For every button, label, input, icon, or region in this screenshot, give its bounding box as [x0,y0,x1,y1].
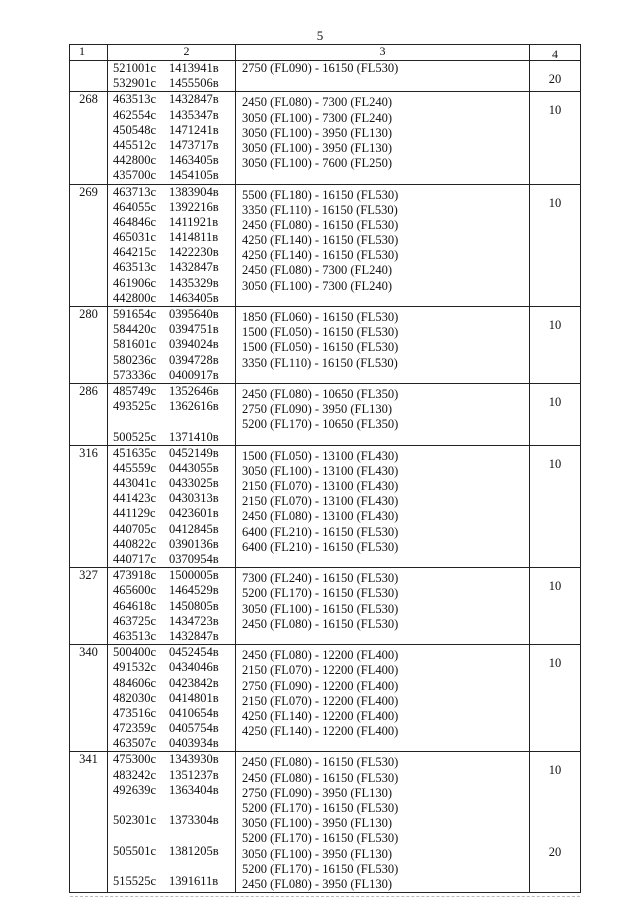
longitude: 0400917в [169,367,219,382]
altitude-limit: 2450 (FL080) - 16150 (FL530) [242,770,399,785]
altitude-limit: 5200 (FL170) - 16150 (FL530) [242,831,399,846]
area-number: 286 [79,383,98,398]
value: 10 [548,103,562,118]
latitude: 464846c [113,214,157,229]
latitude: 473918c [113,568,157,583]
altitude-limit: 4250 (FL140) - 12200 (FL400) [242,708,399,723]
longitude: 1432847в [169,628,219,643]
altitude-limit: 4250 (FL140) - 12200 (FL400) [242,724,399,739]
longitude: 1463405в [169,290,219,305]
altitude-limit: 4250 (FL140) - 16150 (FL530) [242,248,399,263]
longitude: 0452454в [169,645,219,660]
table-row [70,445,581,568]
coordinate-line [113,76,235,91]
coordinate-line [113,783,235,798]
latitude: 532901c [113,76,157,91]
coordinate-line [113,645,235,660]
coordinate-line [113,828,235,843]
coordinate-line [113,599,235,614]
latitude: 505501c [113,843,157,858]
altitude-limit: 2450 (FL080) - 16150 (FL530) [242,217,399,232]
table-row [70,307,581,384]
table-row [70,184,581,307]
altitude-limit: 5200 (FL170) - 16150 (FL530) [242,861,399,876]
latitude: 493525c [113,399,157,414]
altitude-limit: 1500 (FL050) - 16150 (FL530) [242,340,399,355]
coordinate-line [113,322,235,337]
latitude: 463513c [113,628,157,643]
latitude: 465600c [113,583,157,598]
longitude: 0452149в [169,445,219,460]
latitude: 435700c [113,168,157,183]
coordinate-line [113,291,235,306]
altitude-limit: 3050 (FL100) - 7300 (FL240) [242,110,392,125]
altitude-limits-cell [236,568,530,645]
airspace-table [69,44,581,893]
latitude: 591654c [113,307,157,321]
latitude: 441129c [113,506,156,521]
value-cell [530,568,581,645]
area-number-cell [70,645,108,752]
latitude: 584420c [113,322,157,337]
coordinate-line [113,721,235,736]
column-header-2: 2 [108,45,236,61]
latitude: 462554c [113,107,157,122]
altitude-limit: 3050 (FL100) - 3950 (FL130) [242,140,392,155]
coordinates-cell [108,752,236,893]
altitude-limit: 5200 (FL170) - 10650 (FL350) [242,417,399,432]
latitude: 463513c [113,260,157,275]
area-number-cell [70,184,108,307]
value: 10 [548,763,562,778]
altitude-limits-cell [236,184,530,307]
altitude-limit: 3050 (FL100) - 7300 (FL240) [242,278,392,293]
coordinate-line [113,399,235,414]
altitude-limit: 5500 (FL180) - 16150 (FL530) [242,187,399,202]
coordinate-line [113,706,235,721]
table-header-row [70,45,581,61]
longitude: 0410654в [169,705,219,720]
latitude: 484606c [113,675,157,690]
latitude: 485749c [113,383,157,398]
latitude: 443041c [113,476,157,491]
area-number: 280 [79,307,98,321]
column-header-4: 4 [530,45,581,61]
latitude: 445512c [113,137,157,152]
area-number-cell [70,307,108,384]
coordinate-line [113,552,235,567]
latitude: 450548c [113,122,157,137]
latitude: 441423c [113,491,157,506]
value-cell [530,383,581,445]
latitude: 502301c [113,813,157,828]
longitude: 0443055в [169,460,219,475]
coordinate-line [113,337,235,352]
longitude: 1414811в [169,230,219,245]
altitude-limit: 7300 (FL240) - 16150 (FL530) [242,571,399,586]
coordinate-line [113,245,235,260]
latitude: 473516c [113,705,157,720]
latitude: 464618c [113,598,157,613]
latitude: 581601c [113,337,157,352]
coordinates-cell [108,445,236,568]
altitude-limit: 2750 (FL090) - 12200 (FL400) [242,678,399,693]
coordinates-cell [108,92,236,184]
longitude: 0395640в [169,307,219,321]
longitude: 1392216в [169,199,219,214]
coordinate-line [113,230,235,245]
longitude: 0423601в [169,506,219,521]
altitude-limit: 3050 (FL100) - 3950 (FL130) [242,125,392,140]
latitude: 461906c [113,275,157,290]
longitude: 1371410в [169,429,219,444]
area-number-cell [70,61,108,92]
altitude-limit: 5200 (FL170) - 16150 (FL530) [242,801,399,815]
coordinates-cell [108,307,236,384]
area-number: 316 [79,445,98,460]
coordinate-line [113,522,235,537]
latitude: 573336c [113,367,157,382]
altitude-limit: 2150 (FL070) - 13100 (FL430) [242,494,399,509]
altitude-limit: 2150 (FL070) - 13100 (FL430) [242,479,399,494]
coordinate-line [113,138,235,153]
longitude: 1411921в [169,214,219,229]
area-number-cell [70,92,108,184]
latitude: 451635c [113,445,157,460]
coordinates-cell [108,568,236,645]
altitude-limits-cell [236,92,530,184]
latitude: 442800c [113,290,157,305]
altitude-limit: 3050 (FL100) - 3950 (FL130) [242,816,392,831]
coordinate-line [113,583,235,598]
longitude: 1434723в [169,613,219,628]
longitude: 0433025в [169,476,219,491]
coordinate-line [113,185,235,200]
coordinate-line [113,874,235,889]
altitude-limit: 6400 (FL210) - 16150 (FL530) [242,539,399,554]
longitude: 1343930в [169,752,219,767]
value: 10 [548,318,562,332]
longitude: 0430313в [169,491,219,506]
coordinate-line [113,691,235,706]
coordinate-line [113,260,235,275]
altitude-limit: 2450 (FL080) - 7300 (FL240) [242,263,392,278]
bottom-border [70,896,580,897]
longitude: 1432847в [169,260,219,275]
longitude: 1473717в [169,137,219,152]
longitude: 0394751в [169,322,219,337]
coordinate-line [113,660,235,675]
altitude-limit: 4250 (FL140) - 16150 (FL530) [242,233,399,248]
coordinates-cell [108,61,236,92]
altitude-limits-cell [236,445,530,568]
longitude: 0394024в [169,337,219,352]
latitude: 440705c [113,521,157,536]
table-row [70,61,581,92]
altitude-limit: 2450 (FL080) - 12200 (FL400) [242,648,399,663]
coordinate-line [113,768,235,783]
altitude-limits-cell [236,307,530,384]
value-cell [530,645,581,752]
coordinate-line [113,384,235,399]
altitude-limit: 3050 (FL100) - 3950 (FL130) [242,846,392,861]
column-header-3: 3 [236,45,530,61]
coordinates-cell [108,645,236,752]
longitude: 1352646в [169,383,219,398]
latitude: 445559c [113,460,157,475]
longitude: 1363404в [169,782,219,797]
longitude: 0423842в [169,675,219,690]
area-number-cell [70,445,108,568]
area-number-cell [70,383,108,445]
coordinate-line [113,736,235,751]
altitude-limit: 2450 (FL080) - 16150 (FL530) [242,755,399,770]
area-number-cell [70,752,108,893]
coordinate-line [113,123,235,138]
latitude: 440717c [113,552,157,566]
table-row [70,383,581,445]
altitude-limit: 2150 (FL070) - 12200 (FL400) [242,693,399,708]
longitude: 1435347в [169,107,219,122]
latitude: 515525c [113,873,157,888]
coordinate-line [113,629,235,644]
value-cell [530,184,581,307]
altitude-limit: 1500 (FL050) - 16150 (FL530) [242,325,399,340]
coordinate-line [113,798,235,813]
area-number-cell [70,568,108,645]
coordinate-line [113,200,235,215]
coordinate-line [113,476,235,491]
longitude: 0414801в [169,690,219,705]
altitude-limits-cell [236,61,530,92]
coordinate-line [113,215,235,230]
latitude: 464215c [113,245,157,260]
coordinates-cell [108,383,236,445]
longitude: 1464529в [169,583,219,598]
longitude: 0412845в [169,521,219,536]
longitude: 0370954в [169,552,219,566]
latitude: 475300c [113,752,157,767]
table-row [70,645,581,752]
latitude: 500525c [113,429,157,444]
table-row [70,92,581,184]
coordinate-line [113,307,235,322]
value: 10 [548,456,562,471]
value-cell [530,92,581,184]
coordinate-line [113,752,235,767]
coordinate-line [113,676,235,691]
area-number: 269 [79,184,98,199]
latitude: 465031c [113,230,157,245]
coordinate-line [113,353,235,368]
column-header-1: 1 [70,45,108,61]
altitude-limit: 1500 (FL050) - 13100 (FL430) [242,448,399,463]
altitude-limits-cell [236,752,530,893]
coordinate-line [113,844,235,859]
coordinate-line [113,276,235,291]
coordinate-line [113,168,235,183]
latitude: 463725c [113,613,157,628]
longitude: 1435329в [169,275,219,290]
value: 10 [548,656,562,671]
longitude: 0394728в [169,352,219,367]
coordinate-line [113,61,235,76]
altitude-limit: 3350 (FL110) - 16150 (FL530) [242,355,398,370]
latitude: 482030c [113,690,157,705]
altitude-limit: 2450 (FL080) - 16150 (FL530) [242,616,399,631]
coordinate-line [113,813,235,828]
latitude: 463513c [113,92,157,107]
latitude: 500400c [113,645,157,660]
longitude: 1450805в [169,598,219,613]
latitude: 491532c [113,660,157,675]
coordinate-line [113,446,235,461]
altitude-limit: 5200 (FL170) - 16150 (FL530) [242,586,399,601]
coordinate-line [113,568,235,583]
longitude: 0434046в [169,660,219,675]
coordinate-line [113,414,235,429]
latitude: 464055c [113,199,157,214]
coordinate-line [113,108,235,123]
longitude: 1362616в [169,399,219,414]
altitude-limit: 2750 (FL090) - 16150 (FL530) [242,61,399,75]
coordinate-line [113,614,235,629]
longitude: 0390136в [169,536,219,551]
value: 10 [548,195,562,210]
coordinate-line [113,430,235,445]
area-number: 341 [79,752,98,767]
altitude-limits-cell [236,645,530,752]
value: 10 [548,579,562,594]
area-number: 268 [79,92,98,107]
altitude-limit: 3050 (FL100) - 16150 (FL530) [242,601,399,616]
longitude: 1351237в [169,767,219,782]
coordinate-line [113,368,235,383]
longitude: 1381205в [169,843,219,858]
latitude: 463507c [113,736,157,751]
table-row [70,752,581,893]
coordinate-line [113,506,235,521]
latitude: 442800c [113,153,157,168]
longitude: 1383904в [169,184,219,199]
area-number: 327 [79,568,98,583]
altitude-limit: 1850 (FL060) - 16150 (FL530) [242,310,399,324]
coordinate-line [113,461,235,476]
longitude: 1422230в [169,245,219,260]
altitude-limit: 3350 (FL110) - 16150 (FL530) [242,202,398,217]
longitude: 1373304в [169,813,219,828]
value-cell [530,752,581,893]
latitude: 521001c [113,61,157,75]
altitude-limit: 2450 (FL080) - 7300 (FL240) [242,95,392,110]
value-cell [530,61,581,92]
value: 20 [548,72,562,86]
longitude: 0403934в [169,736,219,751]
altitude-limit: 2150 (FL070) - 12200 (FL400) [242,663,399,678]
latitude: 440822c [113,536,157,551]
value: 10 [548,394,562,409]
table-row [70,568,581,645]
value-cell [530,307,581,384]
coordinate-line [113,92,235,107]
longitude: 1391611в [169,873,219,888]
value-cell [530,445,581,568]
area-number: 340 [79,645,98,660]
longitude: 1500005в [169,568,219,583]
value-secondary: 20 [548,844,562,859]
longitude: 1413941в [169,61,219,75]
coordinate-line [113,859,235,874]
latitude: 492639c [113,782,157,797]
altitude-limit: 2750 (FL090) - 3950 (FL130) [242,402,392,417]
coordinate-line [113,491,235,506]
page-number: 5 [316,28,324,43]
altitude-limit: 6400 (FL210) - 16150 (FL530) [242,524,399,539]
latitude: 580236c [113,352,157,367]
longitude: 1471241в [169,122,219,137]
altitude-limit: 2750 (FL090) - 3950 (FL130) [242,785,392,800]
altitude-limit: 3050 (FL100) - 7600 (FL250) [242,156,392,171]
latitude: 463713c [113,184,157,199]
altitude-limit: 2450 (FL080) - 13100 (FL430) [242,509,399,524]
coordinates-cell [108,184,236,307]
longitude: 1463405в [169,153,219,168]
altitude-limit: 3050 (FL100) - 13100 (FL430) [242,463,399,478]
altitude-limits-cell [236,383,530,445]
coordinate-line [113,153,235,168]
latitude: 472359c [113,721,157,736]
longitude: 1454105в [169,168,219,183]
latitude: 483242c [113,767,157,782]
coordinate-line [113,537,235,552]
altitude-limit: 2450 (FL080) - 3950 (FL130) [242,876,392,891]
longitude: 1432847в [169,92,219,107]
longitude: 1455506в [169,76,219,91]
longitude: 0405754в [169,721,219,736]
altitude-limit: 2450 (FL080) - 10650 (FL350) [242,386,399,401]
